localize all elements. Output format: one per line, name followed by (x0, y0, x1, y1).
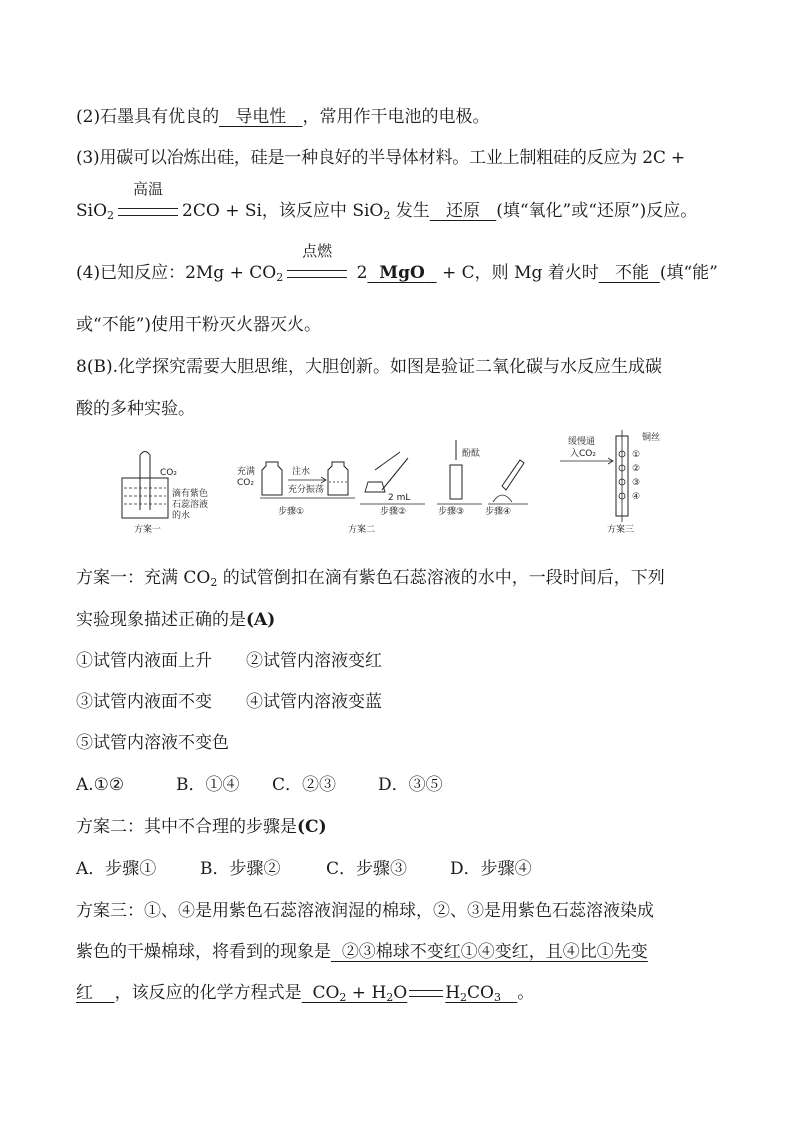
svg-text:缓慢通: 缓慢通 (568, 437, 596, 447)
q4-answer-2: 不能 (615, 263, 649, 283)
plan-3-line1: 方案三：①、④是用紫色石蕊溶液润湿的棉球，②、③是用紫色石蕊溶液染成 (76, 901, 654, 921)
question-3-line1: (3)用碳可以冶炼出硅，硅是一种良好的半导体材料。工业上制粗硅的反应为 2C + (76, 148, 685, 168)
plan-3-line3: 红 ，该反应的化学方程式是 $CO_2 + H_2O$ $H_2CO_3$ 。 (76, 983, 535, 1004)
svg-text:的水: 的水 (172, 511, 191, 521)
svg-text:滴有紫色: 滴有紫色 (172, 489, 209, 499)
plan-2-line: 方案二：其中不合理的步骤是(C) (76, 817, 327, 837)
question-4-line2: 或“不能”)使用干粉灭火器灭火。 (76, 315, 322, 335)
svg-text:CO₂: CO₂ (237, 478, 254, 488)
fig-co2-label: CO₂ (160, 468, 177, 478)
scheme-2-apparatus (237, 440, 528, 535)
reaction-condition-ignite: 点燃 (287, 260, 347, 278)
svg-text:入CO₂: 入CO₂ (570, 449, 596, 459)
reaction-condition-high-temp: 高温 (118, 198, 178, 216)
fig-scheme-2-label: 方案二 (348, 525, 376, 535)
q2-text: (2)石墨具有优良的 (76, 107, 220, 127)
svg-text:步骤①: 步骤① (278, 507, 305, 517)
svg-text:①: ① (632, 450, 641, 460)
q3-answer: 还原 (445, 201, 480, 221)
plan-3-answer-observation-end: 红 (76, 983, 93, 1003)
experiment-figure (110, 430, 690, 545)
svg-text:④: ④ (632, 492, 641, 502)
plan-1-options-row3: ⑤试管内溶液不变色 (76, 733, 229, 753)
q4-answer-1: MgO (379, 263, 425, 283)
question-3-line2: SiO$_2$ 高温 2CO + Si，该反应中 SiO$_2$ 发生 还原 (填“氧化”或“还原”)反应。 (76, 180, 698, 222)
plan-1-options-row2: ③试管内液面不变 ④试管内溶液变蓝 (76, 692, 382, 712)
question-2 (76, 104, 734, 130)
plan-2-answer: (C) (297, 817, 327, 837)
q2-suffix: ，常用作干电池的电极。 (302, 107, 490, 127)
q2-answer: 导电性 (235, 107, 287, 127)
svg-text:充满: 充满 (237, 467, 256, 477)
fig-scheme-3-label: 方案三 (607, 525, 635, 535)
plan-3-answer-equation: $CO_2 + H_2O$ $H_2CO_3$ (312, 983, 501, 1004)
question-4-line1: (4)已知反应：$2Mg + CO_2$ 点燃 2 MgO + C，则 Mg 着火时 不能 (填“能” (76, 242, 718, 284)
svg-text:注水: 注水 (292, 467, 311, 477)
plan-1-choices: A.①② B．①④ C．②③ D．③⑤ (76, 775, 443, 795)
svg-text:②: ② (632, 464, 641, 474)
question-8-line2: 酸的多种实验。 (76, 399, 195, 419)
svg-text:步骤④: 步骤④ (485, 507, 512, 517)
scheme-1-apparatus (122, 452, 208, 536)
plan-1-line2: 实验现象描述正确的是(A) (76, 610, 276, 630)
svg-text:铜丝: 铜丝 (642, 433, 661, 443)
plan-1-line1: 方案一：充满 $CO_2$ 的试管倒扣在滴有紫色石蕊溶液的水中，一段时间后，下列 (76, 568, 665, 589)
plan-3-line2: 紫色的干燥棉球，将看到的现象是 ②③棉球不变红①④变红，且④比①先变 (76, 942, 648, 962)
svg-text:步骤③: 步骤③ (438, 507, 465, 517)
svg-text:充分振荡: 充分振荡 (288, 485, 325, 495)
svg-text:酚酞: 酚酞 (462, 449, 481, 459)
plan-1-options-row1: ①试管内液面上升 ②试管内溶液变红 (76, 651, 382, 671)
svg-text:石蕊溶液: 石蕊溶液 (172, 500, 209, 510)
plan-1-answer: (A) (246, 610, 276, 630)
plan-2-choices: A．步骤① B．步骤② C．步骤③ D．步骤④ (76, 859, 532, 879)
scheme-3-apparatus (560, 430, 660, 535)
fig-scheme-1-label: 方案一 (134, 525, 162, 535)
svg-text:③: ③ (632, 478, 641, 488)
question-8-line1: 8(B).化学探究需要大胆思维，大胆创新。如图是验证二氧化碳与水反应生成碳 (76, 357, 662, 377)
svg-text:步骤②: 步骤② (380, 507, 407, 517)
plan-3-answer-observation: ②③棉球不变红①④变红，且④比①先变 (341, 942, 648, 962)
svg-text:2 mL: 2 mL (388, 493, 411, 503)
